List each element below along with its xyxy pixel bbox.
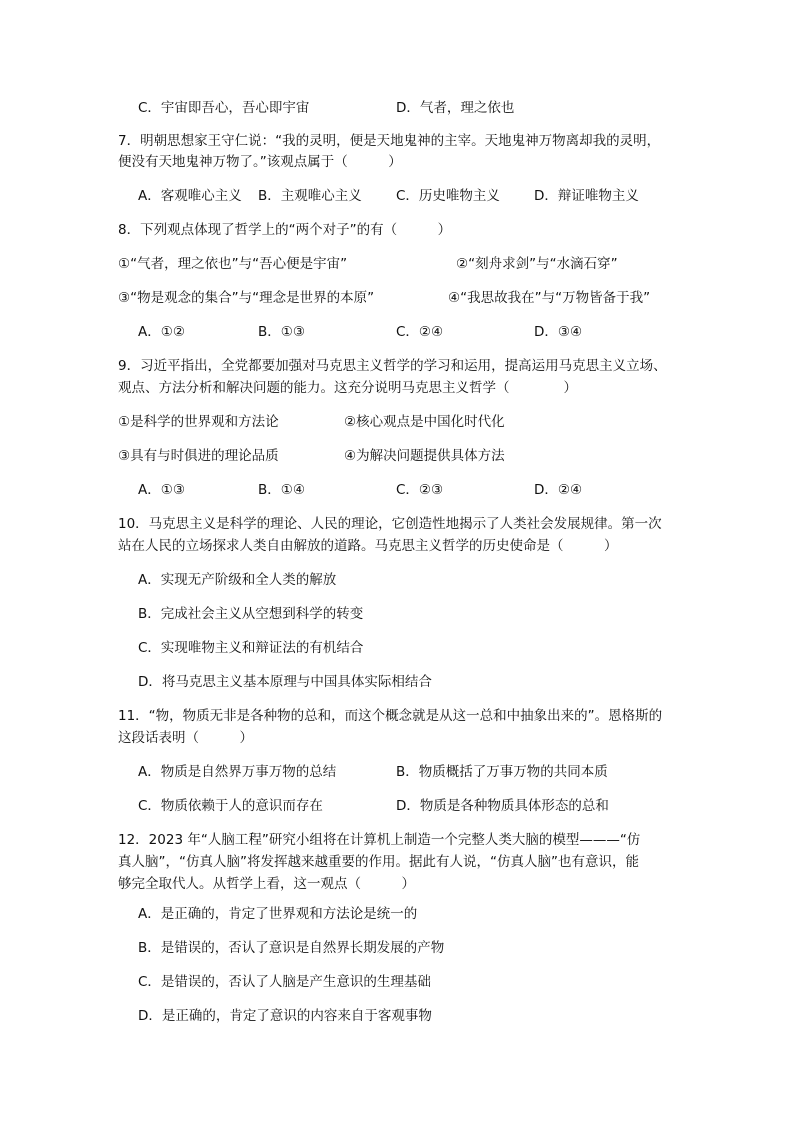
question-11-stem: 这段话表明（ ） [118,730,253,746]
statement-item: ①是科学的世界观和方法论 [118,414,279,430]
option-c: C．历史唯物主义 [396,188,500,204]
statement-item: ③“物是观念的集合”与“理念是世界的本原” [118,290,375,306]
option-b: B．①③ [258,324,305,340]
option-a: A．物质是自然界万事万物的总结 [138,764,337,780]
option-b: B．①④ [258,482,305,498]
question-12-stem: 12．2023 年“人脑工程”研究小组将在计算机上制造一个完整人类大脑的模型———“仿 [118,832,641,848]
question-12-stem: 够完全取代人。从哲学上看，这一观点（ ） [118,876,415,892]
question-9-stem: 9．习近平指出，全党都要加强对马克思主义哲学的学习和运用，提高运用马克思主义立场、 [118,358,667,374]
question-9-stem: 观点、方法分析和解决问题的能力。这充分说明马克思主义哲学（ ） [118,380,577,396]
option-d: D．物质是各种物质具体形态的总和 [396,798,609,814]
question-8-stem: 8．下列观点体现了哲学上的“两个对子”的有（ ） [118,222,452,238]
statement-item: ④“我思故我在”与“万物皆备于我” [448,290,651,306]
option-a: A．客观唯心主义 [138,188,242,204]
option-c: C．是错误的，否认了人脑是产生意识的生理基础 [138,974,431,990]
option-b: B．物质概括了万事万物的共同本质 [396,764,608,780]
option-c: C．宇宙即吾心，吾心即宇宙 [138,100,310,116]
option-b: B．是错误的，否认了意识是自然界长期发展的产物 [138,940,445,956]
option-d: D．气者，理之依也 [396,100,515,116]
option-c: C．②④ [396,324,444,340]
option-a: A．①③ [138,482,185,498]
statement-item: ①“气者，理之依也”与“吾心便是宇宙” [118,256,348,272]
statement-item: ②“刻舟求剑”与“水滴石穿” [456,256,618,272]
option-d: D．辩证唯物主义 [534,188,639,204]
option-b: B．完成社会主义从空想到科学的转变 [138,606,364,622]
option-a: A．实现无产阶级和全人类的解放 [138,572,337,588]
option-d: D．将马克思主义基本原理与中国具体实际相结合 [138,674,432,690]
option-c: C．②③ [396,482,444,498]
question-11-stem: 11．“物，物质无非是各种物的总和，而这个概念就是从这一总和中抽象出来的”。恩格斯的 [118,708,663,724]
statement-item: ③具有与时俱进的理论品质 [118,448,279,464]
question-10-stem: 站在人民的立场探求人类自由解放的道路。马克思主义哲学的历史使命是（ ） [118,538,618,554]
option-c: C．物质依赖于人的意识而存在 [138,798,323,814]
option-d: D．②④ [534,482,583,498]
option-a: A．是正确的，肯定了世界观和方法论是统一的 [138,906,418,922]
statement-item: ④为解决问题提供具体方法 [344,448,505,464]
statement-item: ②核心观点是中国化时代化 [344,414,505,430]
question-12-stem: 真人脑”，“仿真人脑”将发挥越来越重要的作用。据此有人说，“仿真人脑”也有意识，能 [118,854,639,870]
option-c: C．实现唯物主义和辩证法的有机结合 [138,640,364,656]
option-d: D．③④ [534,324,583,340]
question-7-stem: 7．明朝思想家王守仁说：“我的灵明，便是天地鬼神的主宰。天地鬼神万物离却我的灵明， [118,133,661,149]
option-d: D．是正确的，肯定了意识的内容来自于客观事物 [138,1008,432,1024]
question-7-stem: 便没有天地鬼神万物了。”该观点属于（ ） [118,154,402,170]
option-a: A．①② [138,324,185,340]
question-10-stem: 10．马克思主义是科学的理论、人民的理论，它创造性地揭示了人类社会发展规律。第一次 [118,516,662,532]
option-b: B．主观唯心主义 [258,188,362,204]
